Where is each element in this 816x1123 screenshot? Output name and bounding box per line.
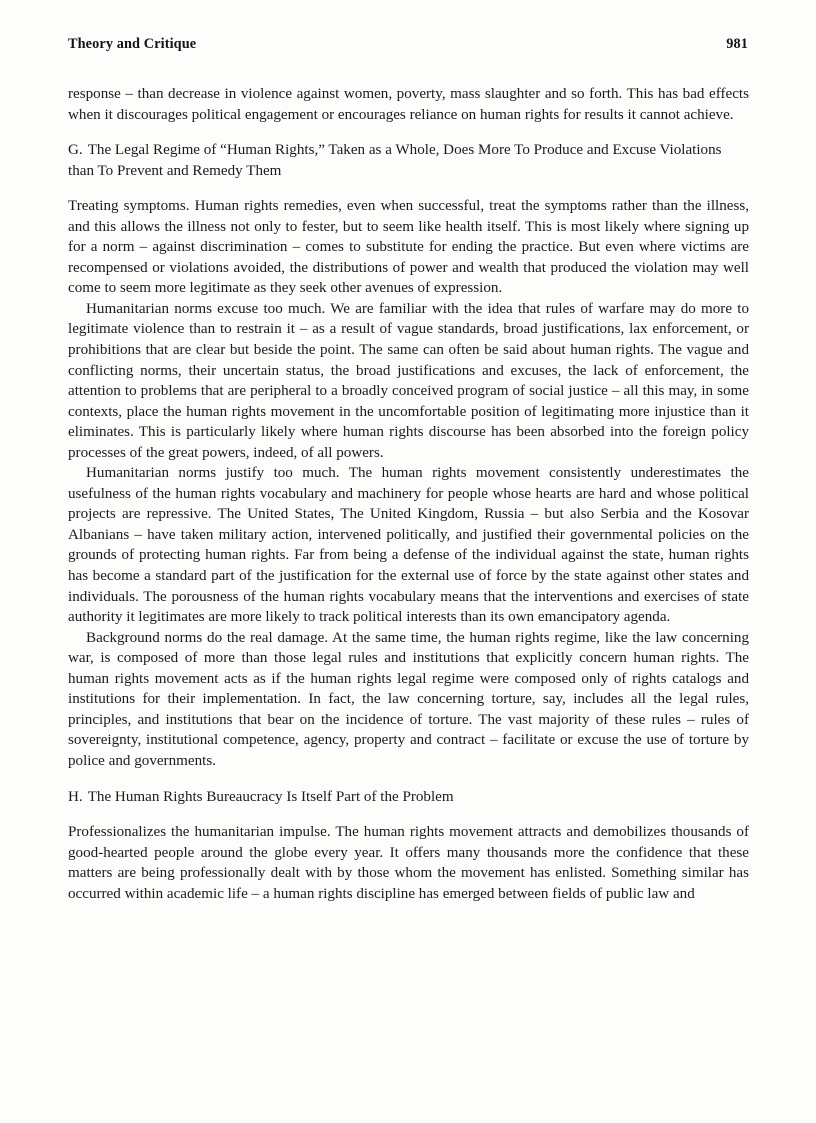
section-heading-h-letter: H. xyxy=(68,788,83,805)
page-number: 981 xyxy=(726,36,748,52)
section-heading-g-text: The Legal Regime of “Human Rights,” Taken as a Whole, Does More To Produce and Excuse Violations than To Prevent and Remedy Them xyxy=(68,142,722,179)
paragraph-norms-justify: Humanitarian norms justify too much. The human rights movement consistently underestimates the usefulness of the human rights vocabulary and machinery for people whose hearts are hard and whose political projects are repressive. The United States, The United Kingdom, Russia – but also Serbia and the Kosovar Albanians – have taken military action, intervened politically, and justified their governmental policies on the grounds of protecting human rights. Far from being a defense of the individual against the state, human rights has become a standard part of the justification for the external use of force by the state against other states and individuals. The porousness of the human rights vocabulary means that the interventions and exercises of state authority it legitimates are more likely to track political interests than its own emancipatory agenda. xyxy=(68,465,749,626)
running-head xyxy=(68,36,748,56)
paragraph-treating-symptoms: Treating symptoms. Human rights remedies, even when successful, treat the symptoms rather than the illness, and this allows the illness not only to fester, but to seem like health itself. This is most likely where signing up for a norm – against discrimination – comes to substitute for ending the practice. But even where victims are recompensed or violations avoided, the distributions of power and wealth that produced the violation may well come to seem more legitimate as they seek other avenues of expression. xyxy=(68,198,749,297)
section-heading-g-letter: G. xyxy=(68,142,83,159)
running-head-title: Theory and Critique xyxy=(68,36,197,52)
paragraph-professionalizes: Professionalizes the humanitarian impulse. The human rights movement attracts and demobilizes thousands of good-hearted people around the globe every year. It offers many thousands more the confidence that these matters are being professionally dealt with by those whom the movement has enlisted. Something similar has occurred within academic life – a human rights discipline has emerged between fields of public law and xyxy=(68,824,749,902)
paragraph-continuation: response – than decrease in violence against women, poverty, mass slaughter and so forth. This has bad effects when it discourages political engagement or encourages reliance on human rights for results it cannot achieve. xyxy=(68,86,749,123)
paragraph-norms-excuse: Humanitarian norms excuse too much. We are familiar with the idea that rules of warfare may do more to legitimate violence than to restrain it – as a result of vague standards, broad justifications, lax enforcement, or prohibitions that are clear but beside the point. The same can often be said about human rights. The vague and conflicting norms, their uncertain status, the broad justifications and excuses, the lack of enforcement, the attention to problems that are peripheral to a broadly conceived program of social justice – all this may, in some contexts, place the human rights movement in the uncomfortable position of legitimating more injustice than it eliminates. This is particularly likely where human rights discourse has been absorbed into the foreign policy processes of the great powers, indeed, of all powers. xyxy=(68,300,749,461)
section-heading-h-text: The Human Rights Bureaucracy Is Itself Part of the Problem xyxy=(87,788,454,805)
section-heading-g xyxy=(68,140,749,181)
body-text-column xyxy=(68,84,749,904)
section-heading-h xyxy=(68,787,749,808)
paragraph-background-norms: Background norms do the real damage. At the same time, the human rights regime, like the law concerning war, is composed of more than those legal rules and institutions that explicitly concern human rights. The human rights movement acts as if the human rights legal regime were composed only of rights catalogs and institutions for their implementation. In fact, the law concerning torture, say, includes all the legal rules, principles, and institutions that bear on the incidence of torture. The vast majority of these rules – rules of sovereignty, institutional competence, agency, property and contract – facilitate or excuse the use of torture by police and governments. xyxy=(68,629,749,769)
